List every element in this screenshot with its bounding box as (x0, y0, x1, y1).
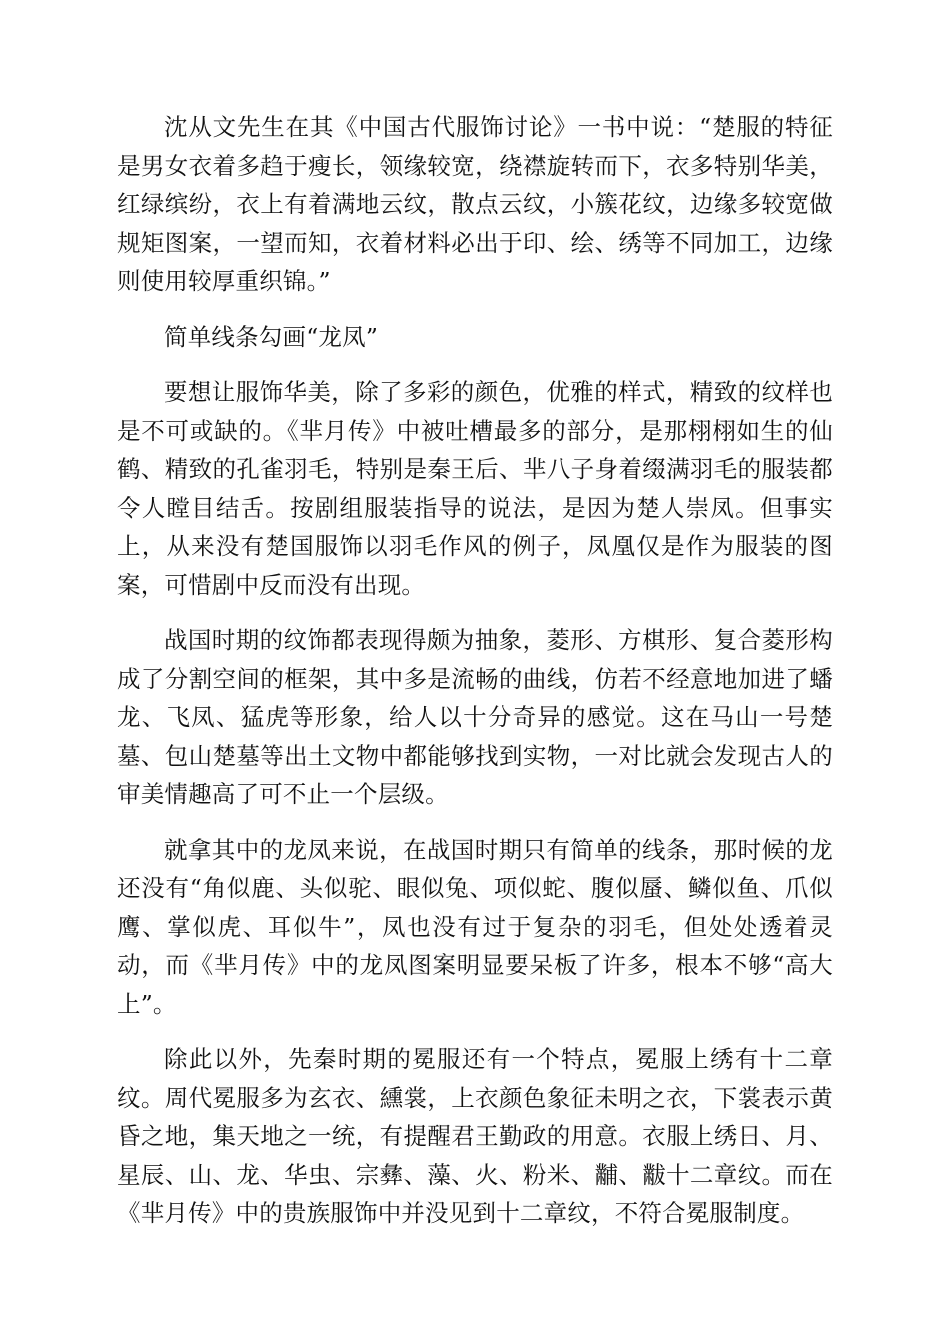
paragraph-dragon-phoenix-lines: 就拿其中的龙凤来说，在战国时期只有简单的线条，那时候的龙还没有“角似鹿、头似驼、眼似兔、项似蛇、腹似蜃、鳞似鱼、爪似鹰、掌似虎、耳似牛”，凤也没有过于复杂的羽毛，但处处透着灵动，而《芈月传》中的龙凤图案明显要呆板了许多，根本不够“高大上”。 (117, 835, 833, 1018)
paragraph-shen-congwen-quote: 沈从文先生在其《中国古代服饰讨论》一书中说：“楚服的特征是男女衣着多趋于瘦长，领缘较宽，绕襟旋转而下，衣多特别华美，红绿缤纷，衣上有着满地云纹，散点云纹，小簇花纹，边缘多较宽做规矩图案，一望而知，衣着材料必出于印、绘、绣等不同加工，边缘则使用较厚重织锦。” (117, 113, 833, 295)
paragraph-warring-states-ornaments: 战国时期的纹饰都表现得颇为抽象，菱形、方棋形、复合菱形构成了分割空间的框架，其中多是流畅的曲线，仿若不经意地加进了蟠龙、飞凤、猛虎等形象，给人以十分奇异的感觉。这在马山一号楚墓、包山楚墓等出土文物中都能够找到实物，一对比就会发现古人的审美情趣高了可不止一个层级。 (117, 626, 833, 808)
paragraph-twelve-symbols: 除此以外，先秦时期的冕服还有一个特点，冕服上绣有十二章纹。周代冕服多为玄衣、纁裳，上衣颜色象征未明之衣，下裳表示黄昏之地，集天地之一统，有提醒君王勤政的用意。衣服上绣日、月、星辰、山、龙、华虫、宗彝、藻、火、粉米、黼、黻十二章纹。而在《芈月传》中的贵族服饰中并没见到十二章纹，不符合冕服制度。 (117, 1045, 833, 1227)
paragraph-costume-patterns: 要想让服饰华美，除了多彩的颜色，优雅的样式，精致的纹样也是不可或缺的。《芈月传》中被吐槽最多的部分，是那栩栩如生的仙鹤、精致的孔雀羽毛，特别是秦王后、芈八子身着缀满羽毛的服装都令人瞠目结舌。按剧组服装指导的说法，是因为楚人崇凤。但事实上，从来没有楚国服饰以羽毛作风的例子，凤凰仅是作为服装的图案，可惜剧中反而没有出现。 (117, 378, 833, 599)
section-heading-dragon-phoenix: 简单线条勾画“龙凤” (164, 322, 379, 351)
